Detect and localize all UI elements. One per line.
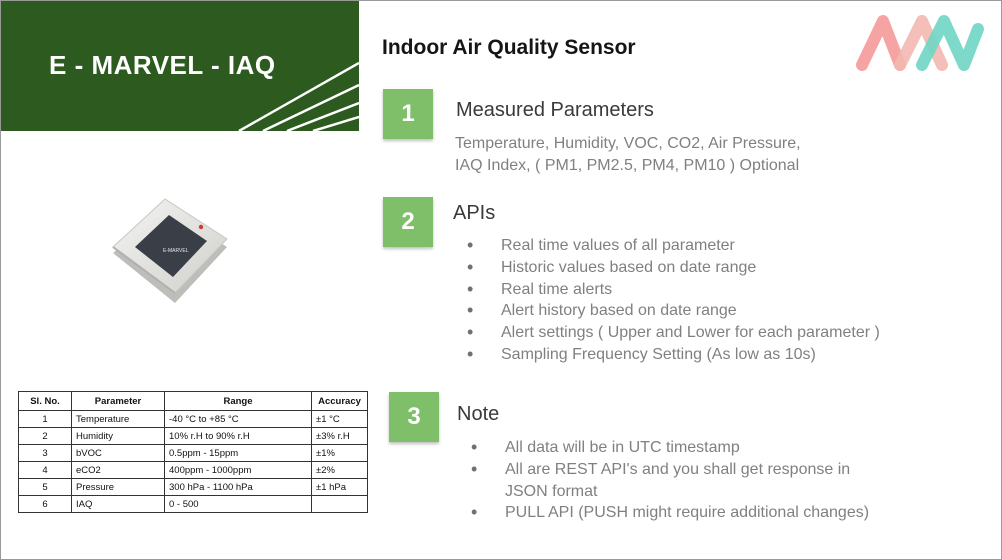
section-number-badge: 3	[389, 392, 439, 442]
table-cell: bVOC	[72, 445, 165, 462]
table-row	[19, 479, 368, 496]
table-cell: 400ppm - 1000ppm	[165, 462, 312, 479]
column-header: Accuracy	[312, 392, 368, 411]
column-header: Sl. No.	[19, 392, 72, 411]
list-item: • Real time values of all parameter	[467, 235, 880, 257]
table-cell: 3	[19, 445, 72, 462]
page-heading: Indoor Air Quality Sensor	[382, 36, 636, 59]
table-cell	[312, 496, 368, 513]
table-cell: ±1 hPa	[312, 479, 368, 496]
table-cell: Temperature	[72, 411, 165, 428]
table-cell: 0 - 500	[165, 496, 312, 513]
table-row	[19, 496, 368, 513]
column-header: Range	[165, 392, 312, 411]
table-row	[19, 462, 368, 479]
list-item: • Sampling Frequency Setting (As low as 10s)	[467, 344, 880, 366]
table-cell: IAQ	[72, 496, 165, 513]
brand-logo-icon	[856, 13, 986, 76]
table-cell: eCO2	[72, 462, 165, 479]
section-number-badge: 2	[383, 197, 433, 247]
section-number-badge: 1	[383, 89, 433, 139]
section-title-measured-parameters: Measured Parameters	[456, 99, 654, 121]
sensor-device-image	[105, 189, 235, 312]
title-banner	[1, 1, 359, 131]
parameter-spec-table	[18, 391, 368, 513]
section-text-measured-parameters	[455, 133, 801, 177]
table-row	[19, 411, 368, 428]
text-line: Temperature, Humidity, VOC, CO2, Air Pressure,	[455, 135, 801, 152]
list-item: • Real time alerts	[467, 279, 880, 301]
column-header: Parameter	[72, 392, 165, 411]
table-row	[19, 445, 368, 462]
table-cell: 2	[19, 428, 72, 445]
table-cell: ±2%	[312, 462, 368, 479]
list-item: • Alert history based on date range	[467, 300, 880, 322]
table-cell: 6	[19, 496, 72, 513]
table-cell: 0.5ppm - 15ppm	[165, 445, 312, 462]
table-header-row	[19, 392, 368, 411]
table-cell: 4	[19, 462, 72, 479]
section-title-note: Note	[457, 403, 500, 425]
banner-title: E - MARVEL - IAQ	[49, 50, 276, 80]
table-cell: -40 °C to +85 °C	[165, 411, 312, 428]
note-bullet-list	[471, 437, 891, 524]
list-item: • Historic values based on date range	[467, 257, 880, 279]
table-cell: Humidity	[72, 428, 165, 445]
list-item: • All are REST API's and you shall get response in JSON format	[471, 459, 891, 503]
table-cell: 5	[19, 479, 72, 496]
list-item: • All data will be in UTC timestamp	[471, 437, 891, 459]
table-cell: ±1 °C	[312, 411, 368, 428]
table-cell: ±3% r.H	[312, 428, 368, 445]
table-cell: ±1%	[312, 445, 368, 462]
table-cell: 1	[19, 411, 72, 428]
table-cell: 300 hPa - 1100 hPa	[165, 479, 312, 496]
table-cell: 10% r.H to 90% r.H	[165, 428, 312, 445]
section-title-apis: APIs	[453, 202, 496, 224]
device-label: E-MARVEL	[163, 248, 189, 254]
list-item: • PULL API (PUSH might require additional changes)	[471, 502, 891, 524]
table-cell: Pressure	[72, 479, 165, 496]
table-row	[19, 428, 368, 445]
list-item: • Alert settings ( Upper and Lower for each parameter )	[467, 322, 880, 344]
text-line: IAQ Index, ( PM1, PM2.5, PM4, PM10 ) Optional	[455, 157, 800, 174]
apis-bullet-list	[467, 235, 880, 366]
